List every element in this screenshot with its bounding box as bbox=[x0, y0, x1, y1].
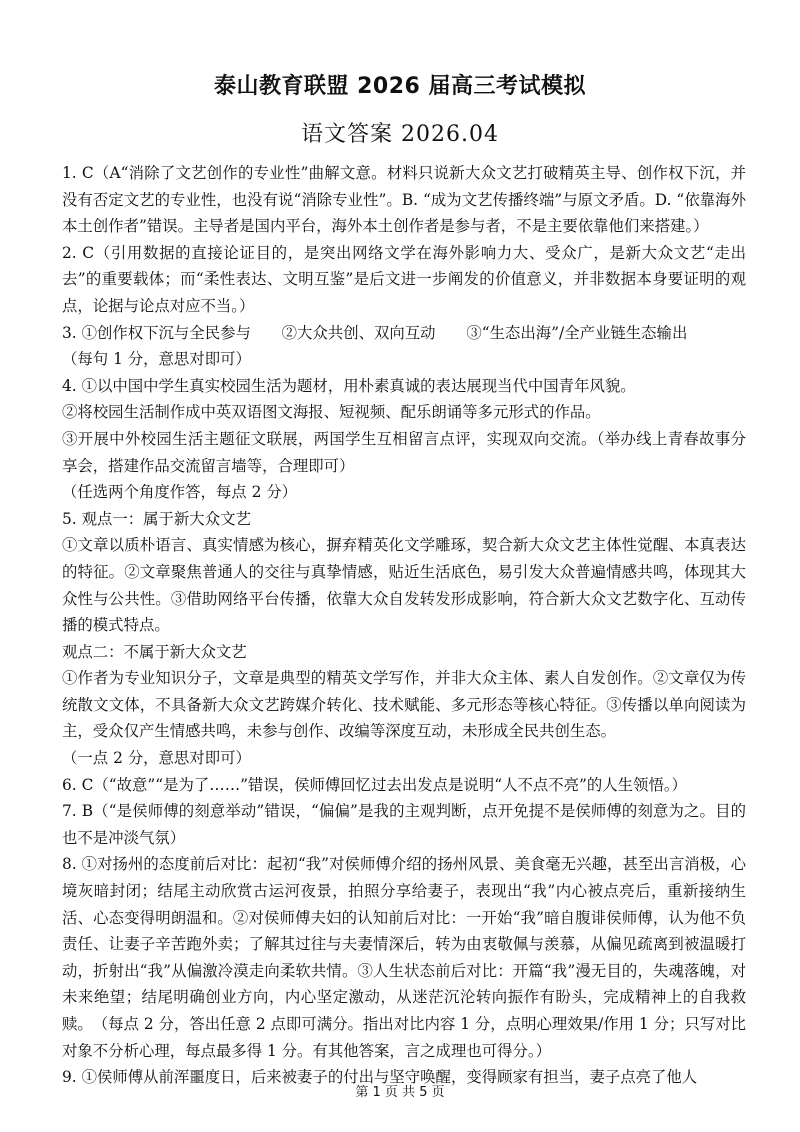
page-subtitle: 语文答案 2026.04 bbox=[301, 122, 499, 147]
answer-q7: 7. B（“是侯师傅的刻意举动”错误，“偏偏”是我的主观判断，点开免提不是侯师傅的刻意为之。目的也不是冲淡气氛） bbox=[62, 802, 746, 847]
answer-q9: 9. ①侯师傅从前浑噩度日，后来被妻子的付出与坚守唤醒，变得顾家有担当，妻子点亮了他人 bbox=[62, 1068, 698, 1087]
answer-q5-view2-heading: 观点二：不属于新大众文艺 bbox=[62, 642, 247, 661]
page-title: 泰山教育联盟 2026 届高三考试模拟 bbox=[213, 74, 587, 99]
answer-q5-view1: ①文章以质朴语言、真实情感为核心，摒弃精英化文学雕琢，契合新大众文艺主体性觉醒、本真表达的特征。②文章聚焦普通人的交往与真挚情感，贴近生活底色，易引发大众普遍情感共鸣，体现其大众性与公共性。③借助网络平台传播，依靠大众自发转发形成影响，符合新大众文艺数字化、互动传播的模式特点。 bbox=[62, 536, 746, 635]
answer-q2: 2. C（引用数据的直接论证目的，是突出网络文学在海外影响力大、受众广，是新大众文艺“走出去”的重要载体；而“柔性表达、文明互鉴”是后文进一步阐发的价值意义，并非数据本身要证明的观点，论据与论点对应不当。） bbox=[62, 243, 746, 315]
answer-q5-scoring: （一点 2 分，意思对即可） bbox=[62, 749, 251, 768]
answer-q3-scoring: （每句 1 分，意思对即可） bbox=[62, 350, 251, 369]
answer-q6: 6. C（“故意”“是为了……”错误，侯师傅回忆过去出发点是说明“人不点不亮”的人生领悟。） bbox=[62, 775, 687, 794]
answer-q4-point1: 4. ①以中国中学生真实校园生活为题材，用朴素真诚的表达展现当代中国青年风貌。 bbox=[62, 376, 636, 395]
answer-q8: 8. ①对扬州的态度前后对比：起初“我”对侯师傅介绍的扬州风景、美食毫无兴趣，甚至出言消极，心境灰暗封闭；结尾主动欣赏古运河夜景，拍照分享给妻子，表现出“我”内心被点亮后，重新接纳生活、心态变得明朗温和。②对侯师傅夫妇的认知前后对比：一开始“我”暗自腹诽侯师傅，认为他不负责任、让妻子辛苦跑外卖；了解其过往与夫妻情深后，转为由衷敬佩与羡慕，从偏见疏离到被温暖打动，折射出“我”从偏激冷漠走向柔软共情。③人生状态前后对比：开篇“我”漫无目的，失魂落魄，对未来绝望；结尾明确创业方向，内心坚定激动，从迷茫沉沦转向振作有盼头，完成精神上的自我救赎。 （每点 2 分，答出任意 2 点即可满分。指出对比内容 1 分，点明心理效果/作用 1 分；只写对比对象不分析心理，每点最多得 1 分。有其他答案，言之成理也可得分。） bbox=[62, 855, 746, 1060]
answer-q4-scoring: （任选两个角度作答，每点 2 分） bbox=[62, 483, 298, 502]
answer-q3: 3. ①创作权下沉与全民参与 ②大众共创、双向互动 ③“生态出海”/全产业链生态输出 bbox=[62, 323, 688, 342]
answer-q5-view2: ①作者为专业知识分子，文章是典型的精英文学写作，并非大众主体、素人自发创作。②文章仅为传统散文文体，不具备新大众文艺跨媒介转化、技术赋能、多元形态等核心特征。③传播以单向阅读为主，受众仅产生情感共鸣，未参与创作、改编等深度互动，未形成全民共创生态。 bbox=[62, 669, 746, 741]
answer-q4-point2: ②将校园生活制作成中英双语图文海报、短视频、配乐朗诵等多元形式的作品。 bbox=[62, 403, 601, 422]
page-number: 第 1 页 共 5 页 bbox=[355, 1085, 445, 1100]
answer-body bbox=[62, 160, 746, 1091]
answer-q5-view1-heading: 5. 观点一：属于新大众文艺 bbox=[62, 509, 251, 528]
answer-q4-point3: ③开展中外校园生活主题征文联展，两国学生互相留言点评，实现双向交流。（举办线上青春故事分享会，搭建作品交流留言墙等，合理即可） bbox=[62, 429, 746, 475]
answer-q1: 1. C（A“消除了文艺创作的专业性”曲解文意。材料只说新大众文艺打破精英主导、创作权下沉，并没有否定文艺的专业性，也没有说“消除专业性”。B. “成为文艺传播终端”与原文矛盾。D. “依靠海外本土创作者”错误。主导者是国内平台，海外本土创作者是参与者，不是主要依靠他们来搭建。） bbox=[62, 164, 746, 236]
